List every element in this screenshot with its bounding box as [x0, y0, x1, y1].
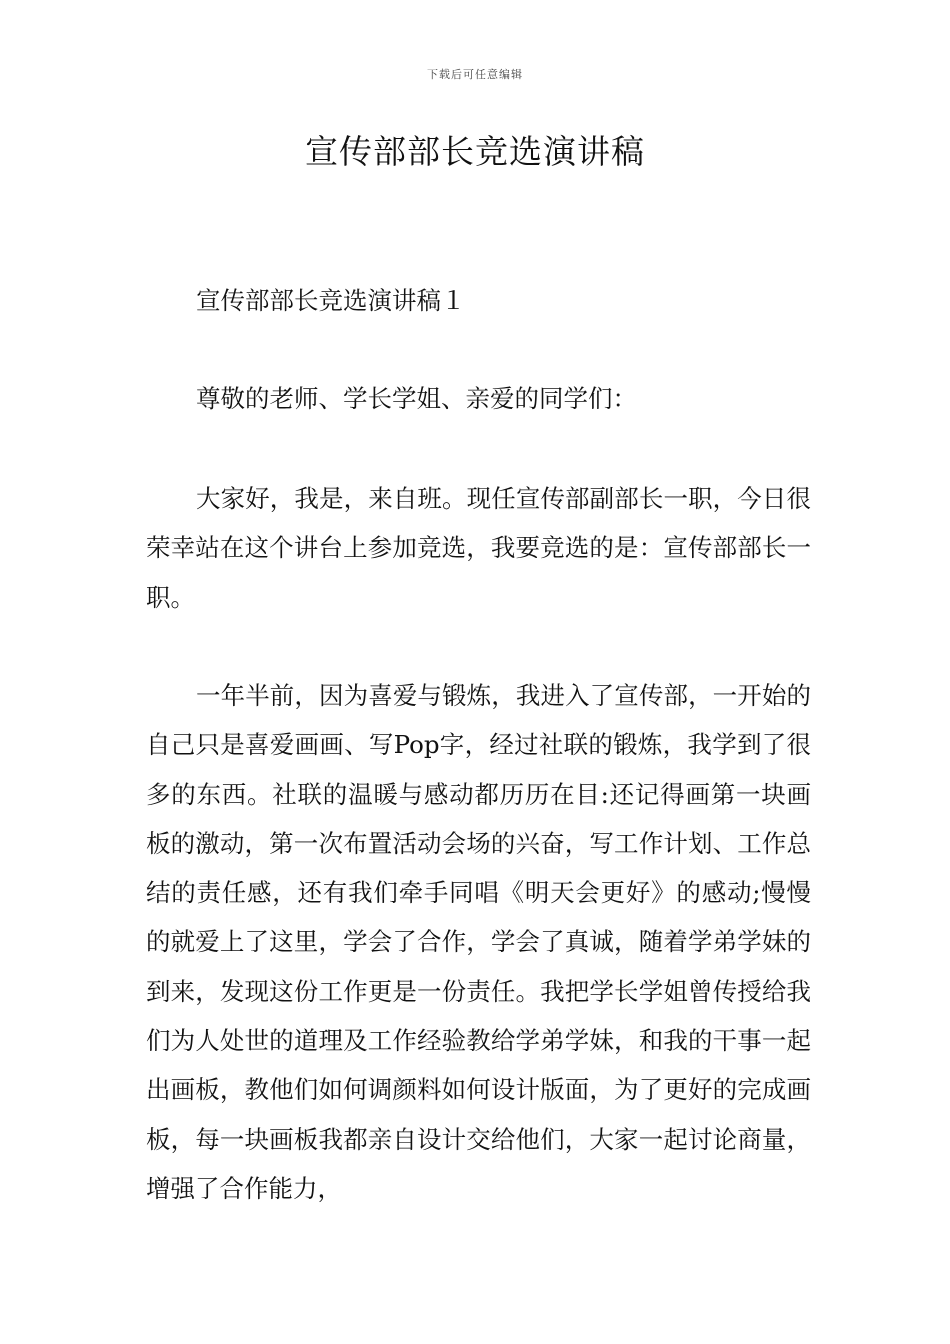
section-subtitle: 宣传部部长竞选演讲稿１	[196, 286, 466, 315]
page-header-note: 下载后可任意编辑	[427, 68, 523, 81]
document-title: 宣传部部长竞选演讲稿	[305, 132, 645, 171]
paragraph-body: 一年半前，因为喜爱与锻炼，我进入了宣传部，一开始的自己只是喜爱画画、写Pop字，经过社联的锻炼，我学到了很多的东西。社联的温暖与感动都历历在目:还记得画第一块画板的激动，第一次布置活动会场的兴奋，写工作计划、工作总结的责任感，还有我们牵手同唱《明天会更好》的感动;慢慢的就爱上了这里，学会了合作，学会了真诚，随着学弟学妹的到来，发现这份工作更是一份责任。我把学长学姐曾传授给我们为人处世的道理及工作经验教给学弟学妹，和我的干事一起出画板，教他们如何调颜料如何设计版面，为了更好的完成画板，每一块画板我都亲自设计交给他们，大家一起讨论商量，增强了合作能力，	[146, 681, 811, 1203]
paragraph-intro: 大家好，我是，来自班。现任宣传部副部长一职，今日很荣幸站在这个讲台上参加竞选，我要竞选的是：宣传部部长一职。	[146, 484, 811, 612]
salutation: 尊敬的老师、学长学姐、亲爱的同学们：	[196, 384, 637, 413]
